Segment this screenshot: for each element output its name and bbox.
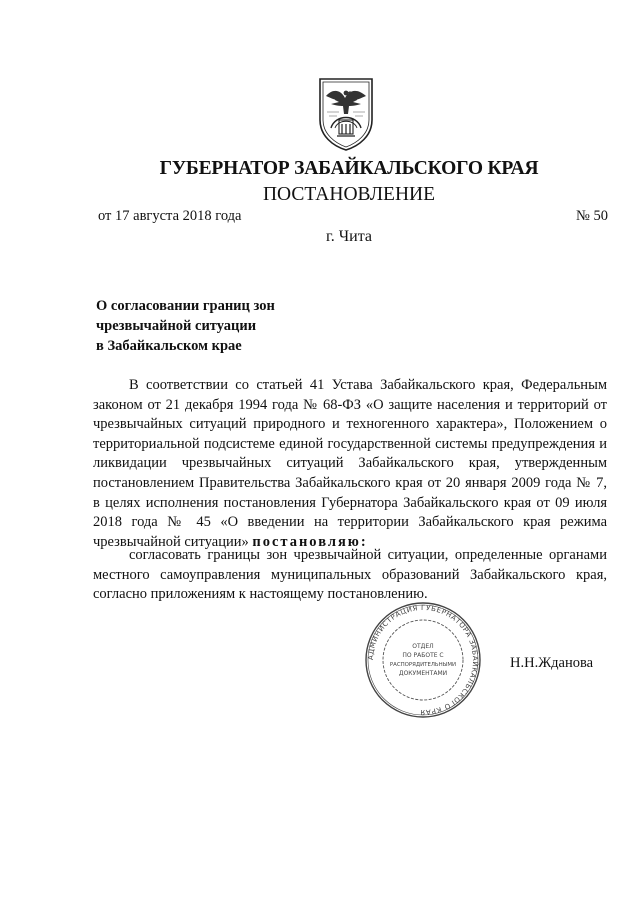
paragraph-line: согласно приложениям к настоящему постановлению. — [93, 586, 428, 603]
paragraph-line-prefix: чрезвычайной ситуации» — [93, 533, 249, 550]
subject-line: в Забайкальском крае — [96, 338, 242, 354]
paragraph-line: местного самоуправления муниципальных образований Забайкальского края, — [93, 566, 607, 583]
paragraph-line: В соответствии со статьей 41 Устава Забайкальского края, Федеральным — [129, 377, 607, 393]
subject-line: О согласовании границ зон — [96, 298, 275, 314]
document-type: ПОСТАНОВЛЕНИЕ — [262, 184, 436, 205]
governor-title: ГУБЕРНАТОР ЗАБАЙКАЛЬСКОГО КРАЯ — [159, 158, 539, 179]
official-stamp — [358, 600, 488, 720]
subject-line: чрезвычайной ситуации — [96, 318, 257, 334]
stamp-outer-text: АДМИНИСТРАЦИЯ ГУБЕРНАТОРА ЗАБАЙКАЛЬСКОГО КРАЯ — [366, 603, 480, 717]
document-number: № 50 — [576, 208, 608, 224]
paragraph-line: согласовать границы зон чрезвычайной ситуации, определенные органами — [129, 547, 607, 563]
paragraph-line: 2018 года № 45 «О введении на территории Забайкальского края режима — [93, 514, 607, 531]
document-city: г. Чита — [325, 228, 372, 245]
preamble-paragraph — [93, 376, 607, 552]
stamp-inner-line: ДОКУМЕНТАМИ — [398, 670, 448, 677]
document-date: от 17 августа 2018 года — [98, 208, 242, 224]
paragraph-line: ликвидации чрезвычайных ситуаций Забайкальского края, утвержденным — [93, 455, 607, 472]
paragraph-line: территориальной подсистеме единой государственной системы предупреждения и — [93, 435, 607, 452]
paragraph-line: в целях исполнения постановления Губернатора Забайкальского края от 09 июля — [93, 494, 607, 511]
stamp-inner-line: ОТДЕЛ — [412, 643, 434, 650]
paragraph-line: законом от 21 декабря 1994 года № 68-ФЗ «О защите населения и территорий от — [93, 396, 607, 413]
resolution-paragraph — [93, 546, 607, 605]
paragraph-line: чрезвычайных ситуаций природного и техногенного характера», Положением о — [93, 416, 607, 433]
document-subject — [96, 296, 275, 356]
stamp-inner-line: ПО РАБОТЕ С — [402, 652, 444, 659]
signatory-name: Н.Н.Жданова — [510, 655, 594, 671]
stamp-inner-line: РАСПОРЯДИТЕЛЬНЫМИ — [389, 662, 457, 668]
coat-of-arms-icon — [317, 76, 375, 152]
resolution-keyword: постановляю: — [252, 533, 368, 550]
paragraph-line: постановлением Правительства Забайкальского края от 20 января 2009 года № 7, — [93, 474, 607, 491]
